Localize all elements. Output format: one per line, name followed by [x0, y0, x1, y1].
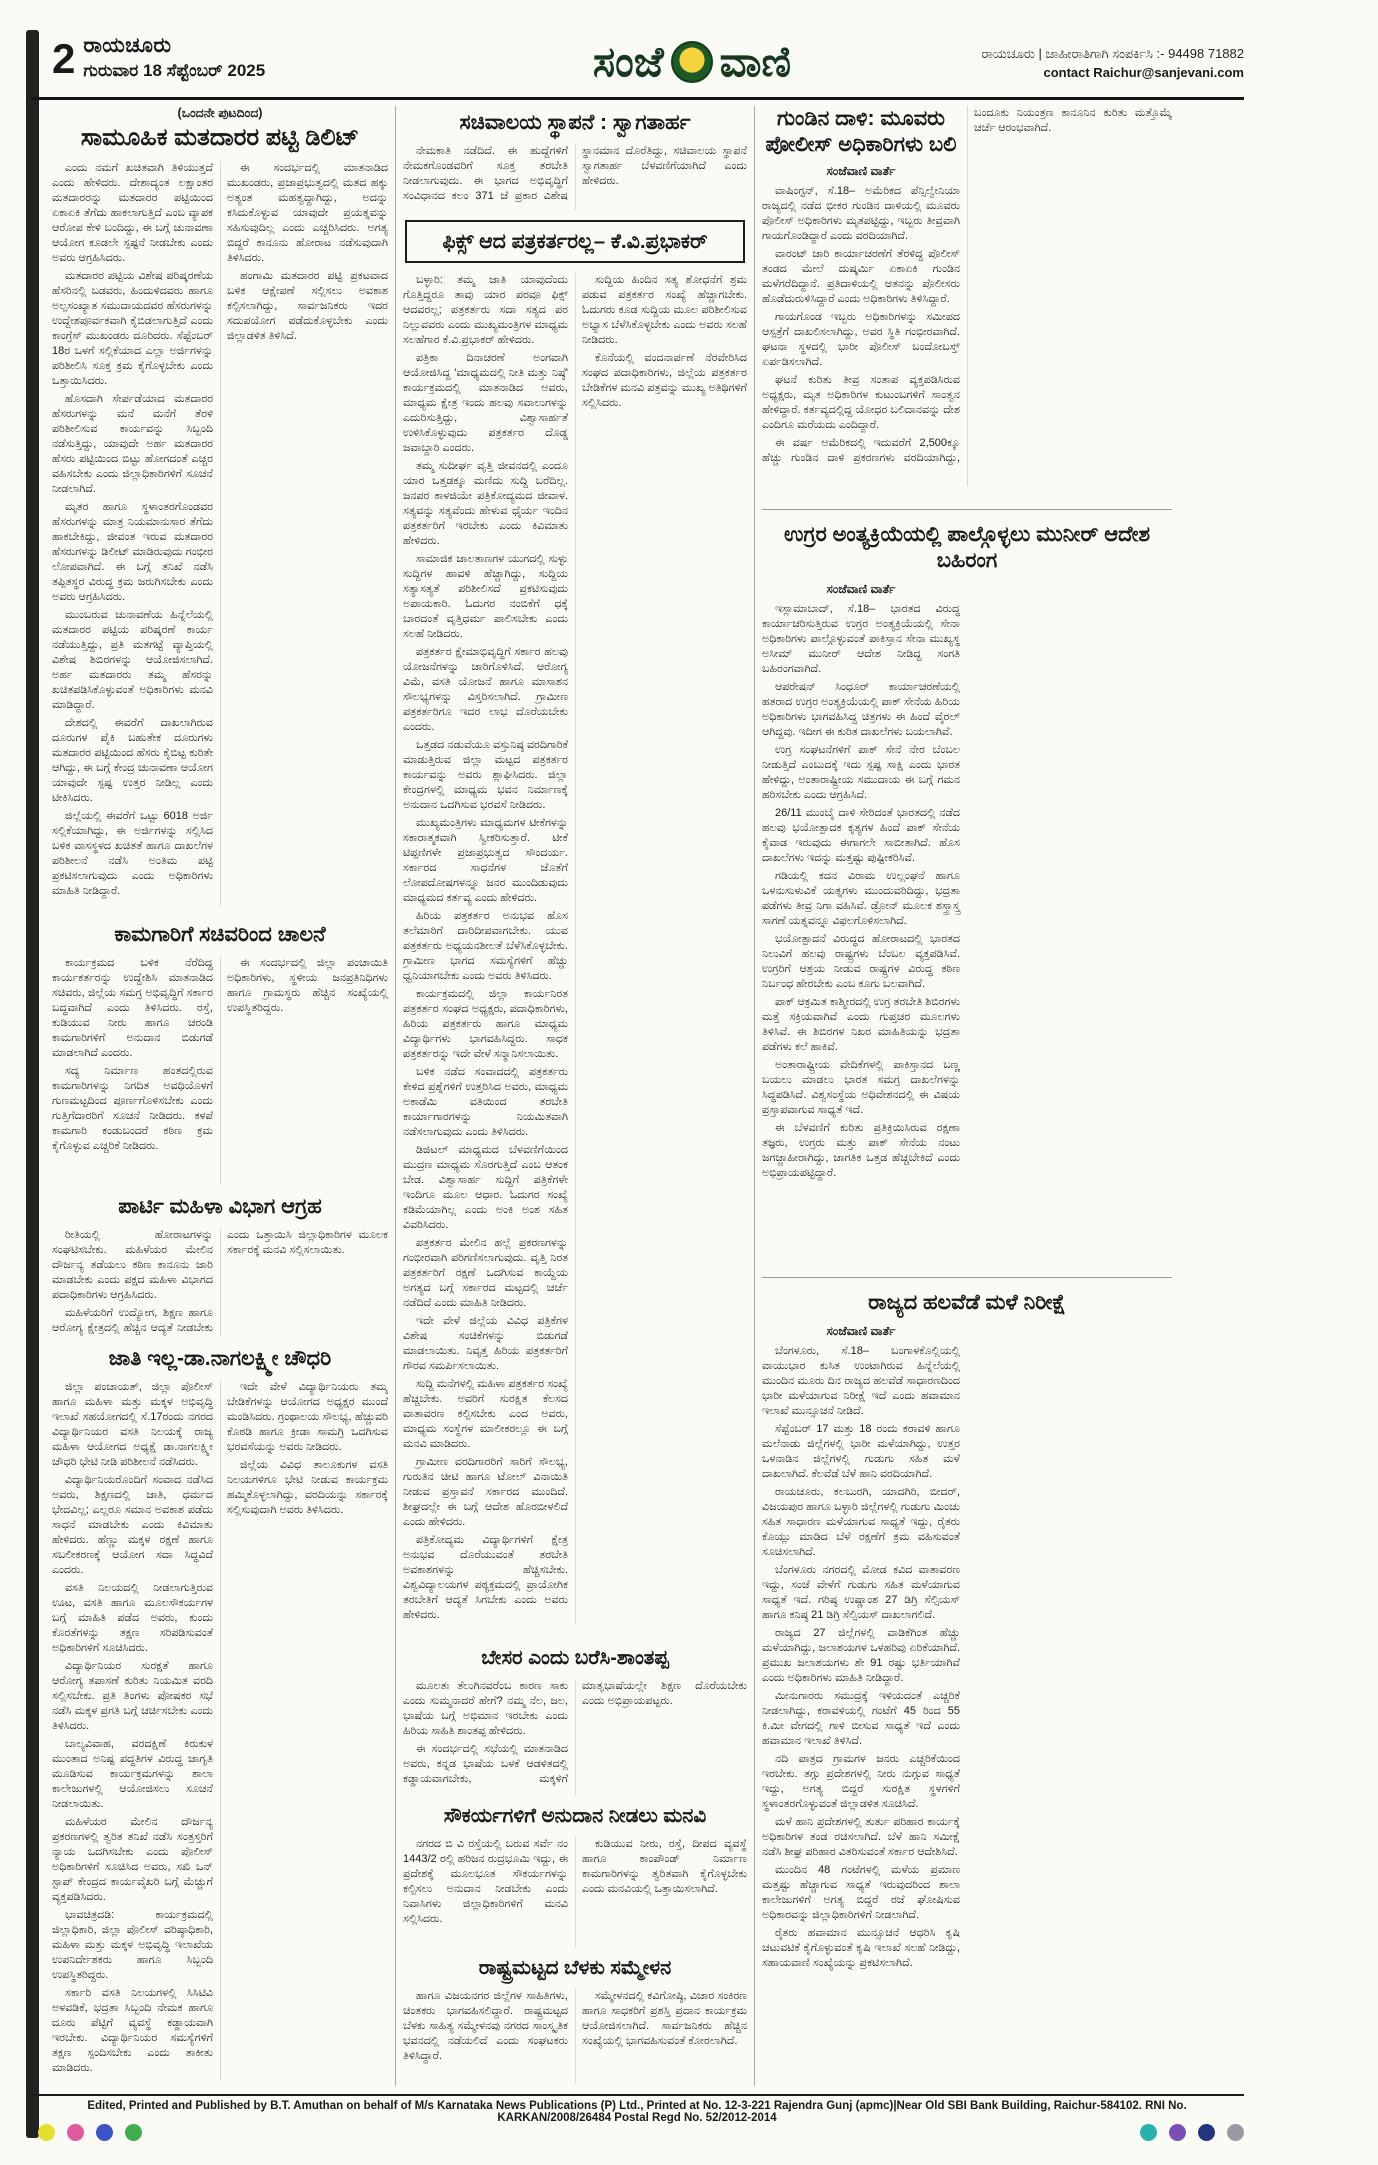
contact-block — [981, 46, 1244, 80]
paragraph: ಇದೇ ವೇಳೆ ಜಿಲ್ಲೆಯ ವಿವಿಧ ಪತ್ರಿಕೆಗಳ ವಿಶೇಷ ಸಂಚಿಕೆಗಳನ್ನು ಬಿಡುಗಡೆ ಮಾಡಲಾಯಿತು. ನಿವೃತ್ತ ಹಿರಿಯ ಪತ್ರಕರ್ತರಿಗೆ ಗೌರವ ಸಮರ್ಪಿಸಲಾಯಿತು. — [403, 1315, 568, 1372]
paragraph: ರಾಜ್ಯದ 27 ಜಿಲ್ಲೆಗಳಲ್ಲಿ ವಾಡಿಕೆಗಿಂತ ಹೆಚ್ಚು ಮಳೆಯಾಗಿದ್ದು, ಜಲಾಶಯಗಳ ಒಳಹರಿವು ಏರಿಕೆಯಾಗಿದೆ. ಪ್ರಮುಖ ಜಲಾಶಯಗಳು ಶೇ 91 ರಷ್ಟು ಭರ್ತಿಯಾಗಿವೆ ಎಂದು ಅಧಿಕಾರಿಗಳು ಮಾಹಿತಿ ನೀಡಿದ್ದಾರೆ. — [762, 1627, 960, 1684]
article-rain-forecast — [762, 1286, 1172, 2086]
paragraph: ಗಡಿಯಲ್ಲಿ ಕದನ ವಿರಾಮ ಉಲ್ಲಂಘನೆ ಹಾಗೂ ಒಳನುಸುಳುವಿಕೆ ಯತ್ನಗಳು ಮುಂದುವರಿದಿದ್ದು, ಭದ್ರತಾ ಪಡೆಗಳು ತೀವ್ರ ನಿಗಾ ವಹಿಸಿವೆ. ಡ್ರೋನ್ ಮೂಲಕ ಶಸ್ತ್ರಾಸ್ತ್ರ ಸಾಗಣೆ ಯತ್ನವನ್ನೂ ವಿಫಲಗೊಳಿಸಲಾಗಿದೆ. — [762, 870, 960, 927]
headline: ಸಚಿವಾಲಯ ಸ್ಥಾಪನೆ : ಸ್ವಾಗತಾರ್ಹ — [459, 111, 691, 134]
paragraph: ಸಾಮಾಜಿಕ ಜಾಲತಾಣಗಳ ಯುಗದಲ್ಲಿ ಸುಳ್ಳು ಸುದ್ದಿಗಳ ಹಾವಳಿ ಹೆಚ್ಚಾಗಿದ್ದು, ಸುದ್ದಿಯ ಸತ್ಯಾಸತ್ಯತೆ ಪರಿಶೀಲಿಸದೆ ಪ್ರಕಟಿಸುವುದು ಅಪಾಯಕಾರಿ. ಓದುಗರ ನಂಬಿಕೆಗೆ ಧಕ್ಕೆ ಬಾರದಂತೆ ವೃತ್ತಿಧರ್ಮ ಪಾಲಿಸಬೇಕು ಎಂದು ಸಲಹೆ ನೀಡಿದರು. — [403, 553, 568, 640]
color-dot — [38, 2124, 55, 2141]
column-left — [52, 106, 388, 2086]
headline: ಕಾಮಗಾರಿಗೆ ಸಚಿವರಿಂದ ಚಾಲನೆ — [114, 923, 326, 946]
paragraph: ಮಹಿಳೆಯರಿಗೆ ಉದ್ಯೋಗ, ಶಿಕ್ಷಣ ಹಾಗೂ ಆರೋಗ್ಯ ಕ್ಷೇತ್ರದಲ್ಲಿ ಹೆಚ್ಚಿನ ಆದ್ಯತೆ ನೀಡಬೇಕು ಎಂದು ಒತ್ತಾಯಿಸಿ ಜಿಲ್ಲಾಧಿಕಾರಿಗಳ ಮೂಲಕ ಸರ್ಕಾರಕ್ಕೆ ಮನವಿ ಸಲ್ಲಿಸಲಾಯಿತು. — [52, 1229, 388, 1334]
paragraph: ಡಿಜಿಟಲ್ ಮಾಧ್ಯಮದ ಬೆಳವಣಿಗೆಯಿಂದ ಮುದ್ರಣ ಮಾಧ್ಯಮ ಸೊರಗುತ್ತಿದೆ ಎಂಬ ಆತಂಕ ಬೇಡ. ವಿಶ್ವಾಸಾರ್ಹ ಸುದ್ದಿಗೆ ಪತ್ರಿಕೆಗಳೇ ಇಂದಿಗೂ ಮೂಲ ಆಧಾರ. ಓದುಗರ ಸಂಖ್ಯೆ ಕಡಿಮೆಯಾಗಿಲ್ಲ ಎಂದು ಅಂಕಿ ಅಂಶ ಸಹಿತ ವಿವರಿಸಿದರು. — [403, 1144, 568, 1231]
footer-rule — [30, 2094, 1244, 2096]
byline: ಸಂಜೆವಾಣಿ ವಾರ್ತೆ — [826, 1324, 896, 1338]
article-women-wing-demand — [52, 1190, 388, 1342]
paragraph: ಉಗ್ರ ಸಂಘಟನೆಗಳಿಗೆ ಪಾಕ್ ಸೇನೆ ನೇರ ಬೆಂಬಲ ನೀಡುತ್ತಿದೆ ಎಂಬುದಕ್ಕೆ ಇದು ಸ್ಪಷ್ಟ ಸಾಕ್ಷಿ ಎಂದು ಭಾರತ ಹೇಳಿದ್ದು, ಅಂತಾರಾಷ್ಟ್ರೀಯ ಸಮುದಾಯ ಈ ಬಗ್ಗೆ ಗಮನ ಹರಿಸಬೇಕು ಎಂದು ಆಗ್ರಹಿಸಿದೆ. — [762, 744, 960, 801]
paragraph: ಭಾವಚಿತ್ರದಡಿ: ಕಾರ್ಯಕ್ರಮದಲ್ಲಿ ಜಿಲ್ಲಾಧಿಕಾರಿ, ಜಿಲ್ಲಾ ಪೊಲೀಸ್ ವರಿಷ್ಠಾಧಿಕಾರಿ, ಮಹಿಳಾ ಮತ್ತು ಮಕ್ಕಳ ಅಭಿವೃದ್ಧಿ ಇಲಾಖೆಯ ಉಪನಿರ್ದೇಶಕರು ಹಾಗೂ ಸಿಬ್ಬಂದಿ ಉಪಸ್ಥಿತರಿದ್ದರು. — [52, 1909, 213, 1981]
paragraph: ಬಳ್ಳಾರಿ: ತಮ್ಮ ಜಾತಿ ಯಾವುದೆಂದು ಗೊತ್ತಿದ್ದರೂ ತಾವು ಯಾರ ಪರವೂ ಫಿಕ್ಸ್ ಆದವರಲ್ಲ; ಪತ್ರಕರ್ತರು ಸದಾ ಸತ್ಯದ ಪರ ನಿಲ್ಲುವವರು ಎಂದು ಮುಖ್ಯಮಂತ್ರಿಗಳ ಮಾಧ್ಯಮ ಸಲಹೆಗಾರ ಕೆ.ವಿ.ಪ್ರಭಾಕರ್ ಹೇಳಿದರು. — [403, 274, 568, 346]
paragraph: ಈ ಬೆಳವಣಿಗೆ ಕುರಿತು ಪ್ರತಿಕ್ರಿಯಿಸಿರುವ ರಕ್ಷಣಾ ತಜ್ಞರು, ಉಗ್ರರು ಮತ್ತು ಪಾಕ್ ಸೇನೆಯ ನಂಟು ಜಗಜ್ಜಾಹೀರಾಗಿದ್ದು, ಜಾಗತಿಕ ಒತ್ತಡ ಹೆಚ್ಚಬೇಕಿದೆ ಎಂದು ಅಭಿಪ್ರಾಯಪಟ್ಟಿದ್ದಾರೆ. — [762, 1122, 960, 1179]
paragraph: ಗ್ರಾಮೀಣ ವರದಿಗಾರರಿಗೆ ಸಾರಿಗೆ ಸೌಲಭ್ಯ, ಗುರುತಿನ ಚೀಟಿ ಹಾಗೂ ಟೋಲ್ ವಿನಾಯಿತಿ ನೀಡುವ ಪ್ರಸ್ತಾವನೆ ಸರ್ಕಾರದ ಮುಂದಿದೆ. ಶೀಘ್ರದಲ್ಲೇ ಈ ಬಗ್ಗೆ ಆದೇಶ ಹೊರಬೀಳಲಿದೆ ಎಂದು ಹೇಳಿದರು. — [403, 1456, 568, 1528]
article-body — [52, 1228, 388, 1336]
paragraph: ಮಹಿಳೆಯರ ಮೇಲಿನ ದೌರ್ಜನ್ಯ ಪ್ರಕರಣಗಳಲ್ಲಿ ತ್ವರಿತ ತನಿಖೆ ನಡೆಸಿ ಸಂತ್ರಸ್ತರಿಗೆ ನ್ಯಾಯ ಒದಗಿಸಬೇಕು ಎಂದು ಪೊಲೀಸ್ ಅಧಿಕಾರಿಗಳಿಗೆ ಸೂಚಿಸಿದ ಅವರು, ಸಖಿ ಒನ್ ಸ್ಟಾಪ್ ಕೇಂದ್ರದ ಕಾರ್ಯವೈಖರಿ ಬಗ್ಗೆ ಮೆಚ್ಚುಗೆ ವ್ಯಕ್ತಪಡಿಸಿದರು. — [52, 1816, 213, 1903]
paragraph: ದೇಶದಲ್ಲಿ ಈವರೆಗೆ ದಾಖಲಾಗಿರುವ ದೂರುಗಳ ಪೈಕಿ ಬಹುತೇಕ ದೂರುಗಳು ಮತದಾರರ ಪಟ್ಟಿಯಿಂದ ಹೆಸರು ಕೈಬಿಟ್ಟ ಕುರಿತೇ ಆಗಿದ್ದು, ಈ ಬಗ್ಗೆ ಕೇಂದ್ರ ಚುನಾವಣಾ ಆಯೋಗ ಯಾವುದೇ ಸ್ಪಷ್ಟ ಉತ್ತರ ನೀಡಿಲ್ಲ ಎಂದು ಟೀಕಿಸಿದರು. — [52, 717, 213, 804]
byline: ಸಂಜೆವಾಣಿ ವಾರ್ತೆ — [826, 582, 896, 596]
article-body — [403, 144, 747, 210]
paragraph: ಪತ್ರಿಕೋದ್ಯಮ ವಿದ್ಯಾರ್ಥಿಗಳಿಗೆ ಕ್ಷೇತ್ರ ಅನುಭವ ದೊರೆಯುವಂತೆ ತರಬೇತಿ ಅವಕಾಶಗಳನ್ನು ಹೆಚ್ಚಿಸಬೇಕು. ವಿಶ್ವವಿದ್ಯಾಲಯಗಳ ಪಠ್ಯಕ್ರಮದಲ್ಲಿ ಪ್ರಾಯೋಗಿಕ ತರಬೇತಿಗೆ ಆದ್ಯತೆ ಸಿಗಬೇಕು ಎಂದು ಅವರು ಹೇಳಿದರು. — [403, 1534, 568, 1621]
headline: ಬೇಸರ ಎಂದು ಬರೆಸಿ-ಶಾಂತಪ್ಪ — [481, 1647, 669, 1669]
paragraph: ಬಾಲ್ಯವಿವಾಹ, ವರದಕ್ಷಿಣೆ ಕಿರುಕುಳ ಮುಂತಾದ ಅನಿಷ್ಟ ಪದ್ಧತಿಗಳ ವಿರುದ್ಧ ಜಾಗೃತಿ ಮೂಡಿಸುವ ಕಾರ್ಯಕ್ರಮಗಳನ್ನು ಶಾಲಾ ಕಾಲೇಜುಗಳಲ್ಲಿ ಆಯೋಜಿಸಲು ಸೂಚನೆ ನೀಡಲಾಯಿತು. — [52, 1738, 213, 1810]
paragraph: ವಾರಂಟ್ ಜಾರಿ ಕಾರ್ಯಾಚರಣೆಗೆ ತೆರಳಿದ್ದ ಪೊಲೀಸ್ ತಂಡದ ಮೇಲೆ ದುಷ್ಕರ್ಮಿ ಏಕಾಏಕಿ ಗುಂಡಿನ ಮಳೆಗರೆದಿದ್ದಾನೆ. ಪ್ರತಿದಾಳಿಯಲ್ಲಿ ಆತನನ್ನು ಪೊಲೀಸರು ಹೊಡೆದುರುಳಿಸಿದ್ದಾರೆ ಎಂದು ಅಧಿಕಾರಿಗಳು ತಿಳಿಸಿದ್ದಾರೆ. — [762, 248, 960, 305]
boxed-headline: ಫಿಕ್ಸ್ ಆದ ಪತ್ರಕರ್ತರಲ್ಲ– ಕೆ.ವಿ.ಪ್ರಭಾಕರ್ — [405, 220, 745, 263]
page-body — [52, 106, 1174, 2086]
edition-date: ಗುರುವಾರ 18 ಸೆಪ್ಟೆಂಬರ್ 2025 — [83, 61, 266, 80]
paragraph-list — [762, 106, 1172, 486]
paragraph: ಇಸ್ಲಾಮಾಬಾದ್, ಸೆ.18– ಭಾರತದ ವಿರುದ್ಧ ಕಾರ್ಯಾಚರಿಸುತ್ತಿರುವ ಉಗ್ರರ ಅಂತ್ಯಕ್ರಿಯೆಯಲ್ಲಿ ಸೇನಾ ಅಧಿಕಾರಿಗಳು ಪಾಲ್ಗೊಳ್ಳುವಂತೆ ಪಾಕಿಸ್ತಾನ ಸೇನಾ ಮುಖ್ಯಸ್ಥ ಅಸೀಮ್ ಮುನೀರ್ ಆದೇಶ ನೀಡಿದ್ದ ಸಂಗತಿ ಬಹಿರಂಗವಾಗಿದೆ. — [762, 603, 960, 675]
paragraph-list — [762, 602, 960, 1181]
article-not-fixed-journalists — [403, 216, 747, 1642]
paragraph: ಆಪರೇಷನ್ ಸಿಂಧೂರ್ ಕಾರ್ಯಾಚರಣೆಯಲ್ಲಿ ಹತರಾದ ಉಗ್ರರ ಅಂತ್ಯಕ್ರಿಯೆಯಲ್ಲಿ ಪಾಕ್ ಸೇನೆಯ ಹಿರಿಯ ಅಧಿಕಾರಿಗಳು ಭಾಗವಹಿಸಿದ್ದ ಚಿತ್ರಗಳು ಈ ಹಿಂದೆ ವೈರಲ್ ಆಗಿದ್ದವು. ಇದೀಗ ಈ ಕುರಿತ ದಾಖಲೆಗಳು ಬಯಲಾಗಿವೆ. — [762, 681, 960, 738]
article-munir-order — [762, 518, 1172, 1278]
contact-email: contact Raichur@sanjevani.com — [1043, 65, 1244, 80]
headline: ರಾಜ್ಯದ ಹಲವೆಡೆ ಮಳೆ ನಿರೀಕ್ಷೆ — [868, 1291, 1066, 1314]
paragraph: ಮೃತರ ಹಾಗೂ ಸ್ಥಳಾಂತರಗೊಂಡವರ ಹೆಸರುಗಳನ್ನು ಮಾತ್ರ ನಿಯಮಾನುಸಾರ ತೆಗೆದು ಹಾಕಬೇಕಿದ್ದು, ಜೀವಂತ ಇರುವ ಮತದಾರರ ಹೆಸರುಗಳನ್ನು ಡಿಲೀಟ್ ಮಾಡಿರುವುದು ಗಂಭೀರ ಲೋಪವಾಗಿದೆ. ಈ ಬಗ್ಗೆ ತನಿಖೆ ನಡೆಸಿ ತಪ್ಪಿತಸ್ಥರ ವಿರುದ್ಧ ಕ್ರಮ ಜರುಗಿಸಬೇಕು ಎಂದು ಅವರು ಆಗ್ರಹಿಸಿದರು. — [52, 501, 213, 603]
color-registration-dots-right — [1140, 2124, 1244, 2141]
article-secretariat — [403, 106, 747, 216]
page-number: 2 — [52, 35, 76, 82]
article-body — [403, 1837, 747, 1947]
paragraph: ಭಯೋತ್ಪಾದನೆ ವಿರುದ್ಧದ ಹೋರಾಟದಲ್ಲಿ ಭಾರತದ ನಿಲುವಿಗೆ ಹಲವು ರಾಷ್ಟ್ರಗಳು ಬೆಂಬಲ ವ್ಯಕ್ತಪಡಿಸಿವೆ. ಉಗ್ರರಿಗೆ ಆಶ್ರಯ ನೀಡುವ ರಾಷ್ಟ್ರಗಳ ವಿರುದ್ಧ ಕಠಿಣ ನಿರ್ಬಂಧ ಹೇರಬೇಕು ಎಂಬ ಕೂಗು ಬಲವಾಗಿದೆ. — [762, 933, 960, 990]
paragraph-list — [762, 1344, 960, 1971]
article-body — [52, 1380, 388, 2080]
paragraph: ಮಳೆ ಹಾನಿ ಪ್ರದೇಶಗಳಲ್ಲಿ ತುರ್ತು ಪರಿಹಾರ ಕಾರ್ಯಕ್ಕೆ ಅಧಿಕಾರಿಗಳ ತಂಡ ರಚಿಸಲಾಗಿದೆ. ಬೆಳೆ ಹಾನಿ ಸಮೀಕ್ಷೆ ನಡೆಸಿ ಶೀಘ್ರ ಪರಿಹಾರ ವಿತರಿಸುವಂತೆ ಸರ್ಕಾರ ಆದೇಶಿಸಿದೆ. — [762, 1816, 960, 1858]
column-divider — [754, 106, 755, 2086]
page-fold-bar — [26, 30, 39, 2138]
headline: ಸಾಮೂಹಿಕ ಮತದಾರರ ಪಟ್ಟಿ ಡಿಲಿಟ್ — [80, 124, 360, 151]
paragraph: ವಿದ್ಯಾರ್ಥಿನಿಯರೊಂದಿಗೆ ಸಂವಾದ ನಡೆಸಿದ ಅವರು, ಶಿಕ್ಷಣದಲ್ಲಿ ಜಾತಿ, ಧರ್ಮದ ಭೇದವಿಲ್ಲ; ಎಲ್ಲರೂ ಸಮಾನ ಅವಕಾಶ ಪಡೆದು ಸಾಧನೆ ಮಾಡಬೇಕು ಎಂದು ಕಿವಿಮಾತು ಹೇಳಿದರು. ಹೆಣ್ಣು ಮಕ್ಕಳ ರಕ್ಷಣೆ ಹಾಗೂ ಸಬಲೀಕರಣಕ್ಕೆ ಆಯೋಗ ಸದಾ ಸಿದ್ಧವಿದೆ ಎಂದರು. — [52, 1474, 213, 1576]
article-body — [403, 273, 747, 1625]
color-dot — [96, 2124, 113, 2141]
paragraph: ಮೂಲತಃ ತೆಲುಗಿನವರೆಂಬ ಕಾರಣ ಸಾಕು ಎಂದು ಸುಮ್ಮನಾದರೆ ಹೇಗೆ? ನಮ್ಮ ನೆಲ, ಜಲ, ಭಾಷೆಯ ಬಗ್ಗೆ ಅಭಿಮಾನ ಇರಬೇಕು ಎಂದು ಹಿರಿಯ ಸಾಹಿತಿ ಶಾಂತಪ್ಪ ಹೇಳಿದರು. — [403, 1680, 568, 1737]
article-amenities-grant — [403, 1800, 747, 1952]
masthead-emblem-icon — [671, 41, 713, 83]
color-dot — [125, 2124, 142, 2141]
continued-from-kicker: (ಒಂದನೇ ಪುಟದಿಂದ) — [177, 106, 263, 120]
paragraph: ಸುದ್ದಿ ಮನೆಗಳಲ್ಲಿ ಮಹಿಳಾ ಪತ್ರಕರ್ತರ ಸಂಖ್ಯೆ ಹೆಚ್ಚಬೇಕು. ಅವರಿಗೆ ಸುರಕ್ಷಿತ ಕೆಲಸದ ವಾತಾವರಣ ಕಲ್ಪಿಸಬೇಕು ಎಂದ ಅವರು, ಮಾಧ್ಯಮ ಸಂಸ್ಥೆಗಳ ಮಾಲೀಕರಲ್ಲೂ ಈ ಬಗ್ಗೆ ಮನವಿ ಮಾಡಿದರು. — [403, 1378, 568, 1450]
paragraph: ಒತ್ತಡದ ನಡುವೆಯೂ ವಸ್ತುನಿಷ್ಠ ವರದಿಗಾರಿಕೆ ಮಾಡುತ್ತಿರುವ ಜಿಲ್ಲಾ ಮಟ್ಟದ ಪತ್ರಕರ್ತರ ಕಾರ್ಯವನ್ನು ಅವರು ಶ್ಲಾಘಿಸಿದರು. ಜಿಲ್ಲಾ ಕೇಂದ್ರಗಳಲ್ಲಿ ಮಾಧ್ಯಮ ಭವನ ನಿರ್ಮಾಣಕ್ಕೆ ಅನುದಾನ ಒದಗಿಸುವ ಭರವಸೆ ನೀಡಿದರು. — [403, 739, 568, 811]
color-dot — [1140, 2124, 1157, 2141]
article-besara — [403, 1642, 747, 1800]
color-dot — [67, 2124, 84, 2141]
paragraph: ಮುಂದಿನ 48 ಗಂಟೆಗಳಲ್ಲಿ ಮಳೆಯ ಪ್ರಮಾಣ ಮತ್ತಷ್ಟು ಹೆಚ್ಚಾಗುವ ಸಾಧ್ಯತೆ ಇರುವುದರಿಂದ ಶಾಲಾ ಕಾಲೇಜುಗಳಿಗೆ ಅಗತ್ಯ ಬಿದ್ದರೆ ರಜೆ ಘೋಷಿಸುವ ಅಧಿಕಾರವನ್ನು ಜಿಲ್ಲಾಧಿಕಾರಿಗಳಿಗೆ ನೀಡಲಾಗಿದೆ. — [762, 1864, 960, 1921]
article-no-caste — [52, 1342, 388, 2086]
paragraph: ಪತ್ರಕರ್ತರ ಕ್ಷೇಮಾಭಿವೃದ್ಧಿಗೆ ಸರ್ಕಾರ ಹಲವು ಯೋಜನೆಗಳನ್ನು ಜಾರಿಗೊಳಿಸಿದೆ. ಆರೋಗ್ಯ ವಿಮೆ, ವಸತಿ ಯೋಜನೆ ಹಾಗೂ ಮಾಸಾಶನ ಸೌಲಭ್ಯಗಳನ್ನು ವಿಸ್ತರಿಸಲಾಗಿದೆ. ಗ್ರಾಮೀಣ ಪತ್ರಕರ್ತರಿಗೂ ಇದರ ಲಾಭ ದೊರೆಯಬೇಕು ಎಂದರು. — [403, 646, 568, 733]
article-body — [52, 161, 388, 907]
paragraph: ಹಾಗೂ ವಿಜಯನಗರ ಜಿಲ್ಲೆಗಳ ಸಾಹಿತಿಗಳು, ಚಿಂತಕರು ಭಾಗವಹಿಸಲಿದ್ದಾರೆ. ರಾಷ್ಟ್ರಮಟ್ಟದ ಬೆಳಕು ಸಾಹಿತ್ಯ ಸಮ್ಮೇಳನವು ನಗರದ ಸಾಂಸ್ಕೃತಿಕ ಭವನದಲ್ಲಿ ನಡೆಯಲಿದೆ ಎಂದು ಸಂಘಟಕರು ತಿಳಿಸಿದ್ದಾರೆ. — [403, 1990, 568, 2062]
paragraph: ಕುಡಿಯುವ ನೀರು, ರಸ್ತೆ, ದೀಪದ ವ್ಯವಸ್ಥೆ ಹಾಗೂ ಕಾಂಪೌಂಡ್ ನಿರ್ಮಾಣ ಕಾಮಗಾರಿಗಳನ್ನು ತ್ವರಿತವಾಗಿ ಕೈಗೊಳ್ಳಬೇಕು ಎಂದು ಮನವಿಯಲ್ಲಿ ಒತ್ತಾಯಿಸಲಾಗಿದೆ. — [582, 1838, 747, 1895]
paragraph: ಸಮ್ಮೇಳನದಲ್ಲಿ ಕವಿಗೋಷ್ಠಿ, ವಿಚಾರ ಸಂಕಿರಣ ಹಾಗೂ ಸಾಧಕರಿಗೆ ಪ್ರಶಸ್ತಿ ಪ್ರದಾನ ಕಾರ್ಯಕ್ರಮ ಆಯೋಜಿಸಲಾಗಿದೆ. ಸಾರ್ವಜನಿಕರು ಹೆಚ್ಚಿನ ಸಂಖ್ಯೆಯಲ್ಲಿ ಭಾಗವಹಿಸುವಂತೆ ಕೋರಲಾಗಿದೆ. — [582, 1990, 747, 2047]
paragraph: ಎಂದು ನಮಗೆ ಖಚಿತವಾಗಿ ತಿಳಿಯುತ್ತದೆ ಎಂದು ಹೇಳಿದರು. ದೇಶಾದ್ಯಂತ ಲಕ್ಷಾಂತರ ಮತದಾರರನ್ನು ಮತದಾರರ ಪಟ್ಟಿಯಿಂದ ಏಕಾಏಕಿ ತೆಗೆದು ಹಾಕಲಾಗುತ್ತಿದೆ ಎಂಬ ವ್ಯಾಪಕ ಆರೋಪ ಕೇಳಿ ಬಂದಿದ್ದು, ಈ ಬಗ್ಗೆ ಚುನಾವಣಾ ಆಯೋಗ ಕೂಡಲೇ ಸ್ಪಷ್ಟನೆ ನೀಡಬೇಕು ಎಂದು ಅವರು ಆಗ್ರಹಿಸಿದರು. — [52, 162, 213, 264]
paragraph: ಹಿರಿಯ ಪತ್ರಕರ್ತರ ಅನುಭವ ಹೊಸ ತಲೆಮಾರಿಗೆ ದಾರಿದೀಪವಾಗಬೇಕು. ಯುವ ಪತ್ರಕರ್ತರು ಅಧ್ಯಯನಶೀಲತೆ ಬೆಳೆಸಿಕೊಳ್ಳಬೇಕು. ಗ್ರಾಮೀಣ ಭಾಗದ ಸಮಸ್ಯೆಗಳಿಗೆ ಹೆಚ್ಚು ಧ್ವನಿಯಾಗಬೇಕು ಎಂದು ಅವರು ತಿಳಿಸಿದರು. — [403, 910, 568, 982]
headline: ಉಗ್ರರ ಅಂತ್ಯಕ್ರಿಯೆಯಲ್ಲಿ ಪಾಲ್ಗೊಳ್ಳಲು ಮುನೀರ್ ಆದೇಶ ಬಹಿರಂಗ — [783, 523, 1151, 572]
paragraph: ಬಳಿಕ ನಡೆದ ಸಂವಾದದಲ್ಲಿ ಪತ್ರಕರ್ತರು ಕೇಳಿದ ಪ್ರಶ್ನೆಗಳಿಗೆ ಉತ್ತರಿಸಿದ ಅವರು, ಮಾಧ್ಯಮ ಅಕಾಡೆಮಿ ವತಿಯಿಂದ ತರಬೇತಿ ಕಾರ್ಯಾಗಾರಗಳನ್ನು ನಿಯಮಿತವಾಗಿ ನಡೆಸಲಾಗುವುದು ಎಂದು ತಿಳಿಸಿದರು. — [403, 1066, 568, 1138]
page-header — [52, 34, 1244, 94]
paragraph: ಇದೇ ವೇಳೆ ವಿದ್ಯಾರ್ಥಿನಿಯರು ತಮ್ಮ ಬೇಡಿಕೆಗಳನ್ನು ಆಯೋಗದ ಅಧ್ಯಕ್ಷರ ಮುಂದೆ ಮಂಡಿಸಿದರು. ಗ್ರಂಥಾಲಯ ಸೌಲಭ್ಯ, ಹೆಚ್ಚುವರಿ ಕೊಠಡಿ ಹಾಗೂ ಕ್ರೀಡಾ ಸಾಮಗ್ರಿ ಒದಗಿಸುವ ಭರವಸೆಯನ್ನು ಅವರು ನೀಡಿದರು. — [227, 1381, 388, 1453]
article-works-launch — [52, 918, 388, 1190]
headline: ಸೌಕರ್ಯಗಳಿಗೆ ಅನುದಾನ ನೀಡಲು ಮನವಿ — [443, 1805, 707, 1827]
paragraph: 26/11 ಮುಂಬೈ ದಾಳಿ ಸೇರಿದಂತೆ ಭಾರತದಲ್ಲಿ ನಡೆದ ಹಲವು ಭಯೋತ್ಪಾದಕ ಕೃತ್ಯಗಳ ಹಿಂದೆ ಪಾಕ್ ಸೇನೆಯ ಕೈವಾಡ ಇರುವುದು ಈಗಾಗಲೇ ಸಾಬೀತಾಗಿದೆ. ಹೊಸ ದಾಖಲೆಗಳು ಇದನ್ನು ಮತ್ತಷ್ಟು ಪುಷ್ಟೀಕರಿಸಿವೆ. — [762, 807, 960, 864]
paragraph: ಹೊಸದಾಗಿ ಸೇರ್ಪಡೆಯಾದ ಮತದಾರರ ಹೆಸರುಗಳನ್ನು ಮನೆ ಮನೆಗೆ ತೆರಳಿ ಪರಿಶೀಲಿಸುವ ಕಾರ್ಯವನ್ನು ಸಿಬ್ಬಂದಿ ನಡೆಸುತ್ತಿದ್ದು, ಯಾವುದೇ ಅರ್ಹ ಮತದಾರರ ಹೆಸರು ಪಟ್ಟಿಯಿಂದ ಬಿಟ್ಟು ಹೋಗದಂತೆ ಎಚ್ಚರ ವಹಿಸಬೇಕು ಎಂದು ಜಿಲ್ಲಾಧಿಕಾರಿಗಳಿಗೆ ಸೂಚನೆ ನೀಡಲಾಗಿದೆ. — [52, 393, 213, 495]
advert-contact-line: ರಾಯಚೂರು | ಜಾಹೀರಾತಿಗಾಗಿ ಸಂಪರ್ಕಿಸಿ :- 94498 71882 — [981, 46, 1244, 61]
paragraph: ಸುದ್ದಿಯ ಹಿಂದಿನ ಸತ್ಯ ಶೋಧನೆಗೆ ಶ್ರಮ ಪಡುವ ಪತ್ರಕರ್ತರ ಸಂಖ್ಯೆ ಹೆಚ್ಚಾಗಬೇಕು. ಓದುಗರು ಕೂಡ ಸುದ್ದಿಯ ಮೂಲ ಪರಿಶೀಲಿಸುವ ಅಭ್ಯಾಸ ಬೆಳೆಸಿಕೊಳ್ಳಬೇಕು ಎಂದು ಅವರು ಸಲಹೆ ನೀಡಿದರು. — [582, 274, 747, 346]
paragraph: ಸದ್ಯ ನಿರ್ಮಾಣ ಹಂತದಲ್ಲಿರುವ ಕಾಮಗಾರಿಗಳನ್ನು ನಿಗದಿತ ಅವಧಿಯೊಳಗೆ ಗುಣಮಟ್ಟದಿಂದ ಪೂರ್ಣಗೊಳಿಸಬೇಕು ಎಂದು ಗುತ್ತಿಗೆದಾರರಿಗೆ ಸೂಚನೆ ನೀಡಿದರು. ಕಳಪೆ ಕಾಮಗಾರಿ ಕಂಡುಬಂದರೆ ಕಠಿಣ ಕ್ರಮ ಕೈಗೊಳ್ಳುವ ಎಚ್ಚರಿಕೆ ನೀಡಿದರು. — [52, 1065, 213, 1152]
paragraph: ಅಂತಾರಾಷ್ಟ್ರೀಯ ವೇದಿಕೆಗಳಲ್ಲಿ ಪಾಕಿಸ್ತಾನದ ಬಣ್ಣ ಬಯಲು ಮಾಡಲು ಭಾರತ ಸಮಗ್ರ ದಾಖಲೆಗಳನ್ನು ಸಿದ್ಧಪಡಿಸಿದೆ. ವಿಶ್ವಸಂಸ್ಥೆಯ ಅಧಿವೇಶನದಲ್ಲಿ ಈ ವಿಷಯ ಪ್ರಸ್ತಾಪವಾಗುವ ಸಾಧ್ಯತೆ ಇದೆ. — [762, 1059, 960, 1116]
paragraph: ವಸತಿ ನಿಲಯದಲ್ಲಿ ನೀಡಲಾಗುತ್ತಿರುವ ಊಟ, ವಸತಿ ಹಾಗೂ ಮೂಲಸೌಕರ್ಯಗಳ ಬಗ್ಗೆ ಮಾಹಿತಿ ಪಡೆದ ಅವರು, ಕುಂದು ಕೊರತೆಗಳನ್ನು ತಕ್ಷಣ ಸರಿಪಡಿಸುವಂತೆ ಅಧಿಕಾರಿಗಳಿಗೆ ಸೂಚಿಸಿದರು. — [52, 1582, 213, 1654]
paragraph: ಮುಖ್ಯಮಂತ್ರಿಗಳು ಮಾಧ್ಯಮಗಳ ಟೀಕೆಗಳನ್ನು ಸಕಾರಾತ್ಮಕವಾಗಿ ಸ್ವೀಕರಿಸುತ್ತಾರೆ. ಟೀಕೆ ಟಿಪ್ಪಣಿಗಳೇ ಪ್ರಜಾಪ್ರಭುತ್ವದ ಸೌಂದರ್ಯ. ಸರ್ಕಾರದ ಸಾಧನೆಗಳ ಜೊತೆಗೆ ಲೋಪದೋಷಗಳನ್ನೂ ಜನರ ಮುಂದಿಡುವುದು ಮಾಧ್ಯಮದ ಕರ್ತವ್ಯ ಎಂದು ಹೇಳಿದರು. — [403, 817, 568, 904]
paragraph: ನೇಮಕಾತಿ ನಡೆದಿದೆ. ಈ ಹುದ್ದೆಗಳಿಗೆ ನೇಮಕಗೊಂಡವರಿಗೆ ಸೂಕ್ತ ತರಬೇತಿ ನೀಡಲಾಗುವುದು. ಈ ಭಾಗದ ಅಭಿವೃದ್ಧಿಗೆ ಸಂವಿಧಾನದ ಕಲಂ 371 ಜೆ ಪ್ರಕಾರ ವಿಶೇಷ ಸ್ಥಾನಮಾನ ದೊರೆತಿದ್ದು, ಸಚಿವಾಲಯ ಸ್ಥಾಪನೆ ಸ್ವಾಗತಾರ್ಹ ಬೆಳವಣಿಗೆಯಾಗಿದೆ ಎಂದು ಹೇಳಿದರು. — [403, 145, 747, 202]
imprint-line: Edited, Printed and Published by B.T. Amuthan on behalf of M/s Karnataka News Publications (P) Ltd., Printed at No. 12-3-221 Rajendra Gunj (apmc)|Near Old SBI Bank Building, Raichur-584102. RNI No. KARKAN/2008/26484 Postal Regd No. 52/2012-2014 — [87, 2100, 1187, 2124]
paragraph: ಈ ವರ್ಷ ಅಮೆರಿಕದಲ್ಲಿ ಇದುವರೆಗೆ 2,500ಕ್ಕೂ ಹೆಚ್ಚು ಗುಂಡಿನ ದಾಳಿ ಪ್ರಕರಣಗಳು ವರದಿಯಾಗಿದ್ದು, ಬಂದೂಕು ನಿಯಂತ್ರಣ ಕಾನೂನಿನ ಕುರಿತು ಮತ್ತೊಮ್ಮೆ ಚರ್ಚೆ ಆರಂಭವಾಗಿದೆ. — [762, 107, 1172, 464]
edition-block — [52, 34, 265, 84]
color-registration-dots-left — [38, 2124, 142, 2141]
paragraph: ನಗರದ ಬಿ ವಿ ರಸ್ತೆಯಲ್ಲಿ ಬರುವ ಸರ್ವೆ ನಂ 1443/2 ರಲ್ಲಿ ಹರಿಜನ ರುದ್ರಭೂಮಿ ಇದ್ದು, ಈ ಪ್ರದೇಶಕ್ಕೆ ಮೂಲಭೂತ ಸೌಕರ್ಯಗಳನ್ನು ಕಲ್ಪಿಸಲು ಅನುದಾನ ನೀಡಬೇಕು ಎಂದು ನಿವಾಸಿಗಳು ಜಿಲ್ಲಾಧಿಕಾರಿಗಳಿಗೆ ಮನವಿ ಸಲ್ಲಿಸಿದರು. — [403, 1838, 568, 1925]
column-center — [403, 106, 747, 2086]
color-dot — [1198, 2124, 1215, 2141]
color-dot — [1227, 2124, 1244, 2141]
article-belaku-conference — [403, 1952, 747, 2086]
article-body — [403, 1989, 747, 2083]
paragraph: ಕಾರ್ಯಕ್ರಮದಲ್ಲಿ ಜಿಲ್ಲಾ ಕಾರ್ಯನಿರತ ಪತ್ರಕರ್ತರ ಸಂಘದ ಅಧ್ಯಕ್ಷರು, ಪದಾಧಿಕಾರಿಗಳು, ಹಿರಿಯ ಪತ್ರಕರ್ತರು ಹಾಗೂ ಮಾಧ್ಯಮ ವಿದ್ಯಾರ್ಥಿಗಳು ಭಾಗವಹಿಸಿದ್ದರು. ಸಾಧಕ ಪತ್ರಕರ್ತರನ್ನು ಇದೇ ವೇಳೆ ಸನ್ಮಾನಿಸಲಾಯಿತು. — [403, 988, 568, 1060]
paragraph: ಗಾಯಗೊಂಡ ಇಬ್ಬರು ಅಧಿಕಾರಿಗಳನ್ನು ಸಮೀಪದ ಆಸ್ಪತ್ರೆಗೆ ದಾಖಲಿಸಲಾಗಿದ್ದು, ಅವರ ಸ್ಥಿತಿ ಗಂಭೀರವಾಗಿದೆ. ಘಟನಾ ಸ್ಥಳದಲ್ಲಿ ಭಾರೀ ಪೊಲೀಸ್ ಬಂದೋಬಸ್ತ್ ಏರ್ಪಡಿಸಲಾಗಿದೆ. — [762, 311, 960, 368]
paragraph: ಈ ಸಂದರ್ಭದಲ್ಲಿ ಜಿಲ್ಲಾ ಪಂಚಾಯಿತಿ ಅಧಿಕಾರಿಗಳು, ಸ್ಥಳೀಯ ಜನಪ್ರತಿನಿಧಿಗಳು ಹಾಗೂ ಗ್ರಾಮಸ್ಥರು ಹೆಚ್ಚಿನ ಸಂಖ್ಯೆಯಲ್ಲಿ ಉಪಸ್ಥಿತರಿದ್ದರು. — [227, 957, 388, 1014]
color-dot — [1169, 2124, 1186, 2141]
article-body — [52, 956, 388, 1184]
paragraph: ಕಾರ್ಯಕ್ರಮದ ಬಳಿಕ ನೆರೆದಿದ್ದ ಕಾರ್ಯಕರ್ತರನ್ನು ಉದ್ದೇಶಿಸಿ ಮಾತನಾಡಿದ ಸಚಿವರು, ಜಿಲ್ಲೆಯ ಸಮಗ್ರ ಅಭಿವೃದ್ಧಿಗೆ ಸರ್ಕಾರ ಬದ್ಧವಾಗಿದೆ ಎಂದು ತಿಳಿಸಿದರು. ರಸ್ತೆ, ಕುಡಿಯುವ ನೀರು ಹಾಗೂ ಚರಂಡಿ ಕಾಮಗಾರಿಗಳಿಗೆ ಅನುದಾನ ಬಿಡುಗಡೆ ಮಾಡಲಾಗಿದೆ ಎಂದರು. — [52, 957, 213, 1059]
paragraph: ಈ ಸಂದರ್ಭದಲ್ಲಿ ಮಾತನಾಡಿದ ಮುಖಂಡರು, ಪ್ರಜಾಪ್ರಭುತ್ವದಲ್ಲಿ ಮತದ ಹಕ್ಕು ಅತ್ಯಂತ ಮಹತ್ವದ್ದಾಗಿದ್ದು, ಅದನ್ನು ಕಸಿದುಕೊಳ್ಳುವ ಯಾವುದೇ ಪ್ರಯತ್ನವನ್ನು ಸಹಿಸುವುದಿಲ್ಲ ಎಂದು ಎಚ್ಚರಿಸಿದರು. ಅಗತ್ಯ ಬಿದ್ದರೆ ಕಾನೂನು ಹೋರಾಟ ನಡೆಸುವುದಾಗಿ ತಿಳಿಸಿದರು. — [227, 162, 388, 264]
column-divider — [395, 106, 396, 2086]
paragraph: ಮೀನುಗಾರರು ಸಮುದ್ರಕ್ಕೆ ಇಳಿಯದಂತೆ ಎಚ್ಚರಿಕೆ ನೀಡಲಾಗಿದ್ದು, ಕರಾವಳಿಯಲ್ಲಿ ಗಂಟೆಗೆ 45 ರಿಂದ 55 ಕಿ.ಮೀ ವೇಗದಲ್ಲಿ ಗಾಳಿ ಬೀಸುವ ಸಾಧ್ಯತೆ ಇದೆ ಎಂದು ಹವಾಮಾನ ಇಲಾಖೆ ತಿಳಿಸಿದೆ. — [762, 1690, 960, 1747]
paragraph: ಘಟನೆ ಕುರಿತು ತೀವ್ರ ಸಂತಾಪ ವ್ಯಕ್ತಪಡಿಸಿರುವ ಅಧ್ಯಕ್ಷರು, ಮೃತ ಅಧಿಕಾರಿಗಳ ಕುಟುಂಬಗಳಿಗೆ ಸಾಂತ್ವನ ಹೇಳಿದ್ದಾರೆ. ಕರ್ತವ್ಯದಲ್ಲಿದ್ದ ಯೋಧರ ಬಲಿದಾನವನ್ನು ದೇಶ ಎಂದಿಗೂ ಮರೆಯದು ಎಂದಿದ್ದಾರೆ. — [762, 374, 960, 431]
article-body — [762, 106, 1172, 486]
headline: ಜಾತಿ ಇಲ್ಲ-ಡಾ.ನಾಗಲಕ್ಷ್ಮೀ ಚೌಧರಿ — [108, 1347, 332, 1370]
paragraph: ರಾಯಚೂರು, ಕಲಬುರಗಿ, ಯಾದಗಿರಿ, ಬೀದರ್, ವಿಜಯಪುರ ಹಾಗೂ ಬಳ್ಳಾರಿ ಜಿಲ್ಲೆಗಳಲ್ಲಿ ಗುಡುಗು ಮಿಂಚು ಸಹಿತ ಸಾಧಾರಣ ಮಳೆಯಾಗುವ ಸಾಧ್ಯತೆ ಇದ್ದು, ರೈತರು ಕೊಯ್ಲು ಮಾಡಿದ ಬೆಳೆ ರಕ್ಷಣೆಗೆ ಕ್ರಮ ವಹಿಸುವಂತೆ ಸೂಚಿಸಲಾಗಿದೆ. — [762, 1486, 960, 1558]
paragraph: ರೀತಿಯಲ್ಲಿ ಹೋರಾಟಗಳನ್ನು ಸಂಘಟಿಸಬೇಕು. ಮಹಿಳೆಯರ ಮೇಲಿನ ದೌರ್ಜನ್ಯ ತಡೆಯಲು ಕಠಿಣ ಕಾನೂನು ಜಾರಿ ಮಾಡಬೇಕು ಎಂದು ಪಕ್ಷದ ಮಹಿಳಾ ವಿಭಾಗದ ಪದಾಧಿಕಾರಿಗಳು ಆಗ್ರಹಿಸಿದರು. — [52, 1229, 213, 1301]
paragraph: ಮತದಾರರ ಪಟ್ಟಿಯ ವಿಶೇಷ ಪರಿಷ್ಕರಣೆಯ ಹೆಸರಿನಲ್ಲಿ ಬಡವರು, ಹಿಂದುಳಿದವರು ಹಾಗೂ ಅಲ್ಪಸಂಖ್ಯಾತ ಸಮುದಾಯದವರ ಹೆಸರುಗಳನ್ನು ಉದ್ದೇಶಪೂರ್ವಕವಾಗಿ ಕೈಬಿಡಲಾಗುತ್ತಿದೆ ಎಂದು ಕಾಂಗ್ರೆಸ್ ಮುಖಂಡರು ದೂರಿದರು. ಸೆಪ್ಟೆಂಬರ್ 18ರ ಒಳಗೆ ಸಲ್ಲಿಕೆಯಾದ ಎಲ್ಲಾ ಅರ್ಜಿಗಳನ್ನು ಪರಿಶೀಲಿಸಿ ಸೂಕ್ತ ಕ್ರಮ ಕೈಗೊಳ್ಳಬೇಕು ಎಂದು ಒತ್ತಾಯಿಸಿದರು. — [52, 270, 213, 387]
article-body — [762, 582, 1172, 1248]
paragraph: ಬೆಂಗಳೂರು, ಸೆ.18– ಬಂಗಾಳಕೊಲ್ಲಿಯಲ್ಲಿ ವಾಯುಭಾರ ಕುಸಿತ ಉಂಟಾಗಿರುವ ಹಿನ್ನೆಲೆಯಲ್ಲಿ ಮುಂದಿನ ಮೂರು ದಿನ ರಾಜ್ಯದ ಹಲವೆಡೆ ಸಾಧಾರಣದಿಂದ ಭಾರೀ ಮಳೆಯಾಗುವ ನಿರೀಕ್ಷೆ ಇದೆ ಎಂದು ಹವಾಮಾನ ಇಲಾಖೆ ಮುನ್ಸೂಚನೆ ನೀಡಿದೆ. — [762, 1345, 960, 1417]
paragraph: ಕೊನೆಯಲ್ಲಿ ವಂದನಾರ್ಪಣೆ ನೆರವೇರಿಸಿದ ಸಂಘದ ಪದಾಧಿಕಾರಿಗಳು, ಜಿಲ್ಲೆಯ ಪತ್ರಕರ್ತರ ಬೇಡಿಕೆಗಳ ಮನವಿ ಪತ್ರವನ್ನು ಮುಖ್ಯ ಅತಿಥಿಗಳಿಗೆ ಸಲ್ಲಿಸಿದರು. — [582, 352, 747, 409]
article-gun-attack — [762, 106, 1172, 510]
paragraph: ಪಾಕ್ ಆಕ್ರಮಿತ ಕಾಶ್ಮೀರದಲ್ಲಿ ಉಗ್ರ ತರಬೇತಿ ಶಿಬಿರಗಳು ಮತ್ತೆ ಸಕ್ರಿಯವಾಗಿವೆ ಎಂದು ಗುಪ್ತಚರ ಮೂಲಗಳು ತಿಳಿಸಿವೆ. ಈ ಶಿಬಿರಗಳ ನಿಖರ ಮಾಹಿತಿಯನ್ನು ಭದ್ರತಾ ಪಡೆಗಳು ಕಲೆ ಹಾಕಿವೆ. — [762, 996, 960, 1053]
paragraph: ವಿದ್ಯಾರ್ಥಿನಿಯರ ಸುರಕ್ಷತೆ ಹಾಗೂ ಆರೋಗ್ಯ ತಪಾಸಣೆ ಕುರಿತು ನಿಯಮಿತ ವರದಿ ಸಲ್ಲಿಸಬೇಕು. ಪ್ರತಿ ತಿಂಗಳು ಪೋಷಕರ ಸಭೆ ನಡೆಸಿ ಮಕ್ಕಳ ಪ್ರಗತಿ ಬಗ್ಗೆ ಚರ್ಚಿಸಬೇಕು ಎಂದು ತಿಳಿಸಿದರು. — [52, 1660, 213, 1732]
paragraph: ಮುಂಬರುವ ಚುನಾವಣೆಯ ಹಿನ್ನೆಲೆಯಲ್ಲಿ ಮತದಾರರ ಪಟ್ಟಿಯ ಪರಿಷ್ಕರಣೆ ಕಾರ್ಯ ನಡೆಯುತ್ತಿದ್ದು, ಪ್ರತಿ ಮತಗಟ್ಟೆ ವ್ಯಾಪ್ತಿಯಲ್ಲಿ ವಿಶೇಷ ಶಿಬಿರಗಳನ್ನು ಆಯೋಜಿಸಲಾಗಿದೆ. ಅರ್ಹ ಮತದಾರರು ತಮ್ಮ ಹೆಸರನ್ನು ಖಚಿತಪಡಿಸಿಕೊಳ್ಳುವಂತೆ ಅಧಿಕಾರಿಗಳು ಮನವಿ ಮಾಡಿದ್ದಾರೆ. — [52, 609, 213, 711]
paragraph: ಪತ್ರಕರ್ತರ ಮೇಲಿನ ಹಲ್ಲೆ ಪ್ರಕರಣಗಳನ್ನು ಗಂಭೀರವಾಗಿ ಪರಿಗಣಿಸಲಾಗುವುದು. ವೃತ್ತಿ ನಿರತ ಪತ್ರಕರ್ತರಿಗೆ ರಕ್ಷಣೆ ಒದಗಿಸುವ ಕಾಯ್ದೆಯ ಅಗತ್ಯದ ಬಗ್ಗೆ ಸರ್ಕಾರದ ಮಟ್ಟದಲ್ಲಿ ಚರ್ಚೆ ನಡೆದಿದೆ ಎಂದು ಮಾಹಿತಿ ನೀಡಿದರು. — [403, 1237, 568, 1309]
paragraph: ಜಿಲ್ಲಾ ಪಂಚಾಯತ್, ಜಿಲ್ಲಾ ಪೊಲೀಸ್ ಹಾಗೂ ಮಹಿಳಾ ಮತ್ತು ಮಕ್ಕಳ ಅಭಿವೃದ್ಧಿ ಇಲಾಖೆ ಸಹಯೋಗದಲ್ಲಿ ಸೆ.17ರಂದು ನಗರದ ವಿದ್ಯಾರ್ಥಿನಿಯರ ವಸತಿ ನಿಲಯಕ್ಕೆ ರಾಜ್ಯ ಮಹಿಳಾ ಆಯೋಗದ ಅಧ್ಯಕ್ಷೆ ಡಾ.ನಾಗಲಕ್ಷ್ಮೀ ಚೌಧರಿ ಭೇಟಿ ನೀಡಿ ಪರಿಶೀಲನೆ ನಡೆಸಿದರು. — [52, 1381, 213, 1468]
masthead — [520, 36, 864, 88]
paragraph: ಜಿಲ್ಲೆಯ ವಿವಿಧ ತಾಲೂಕುಗಳ ವಸತಿ ನಿಲಯಗಳಿಗೂ ಭೇಟಿ ನೀಡುವ ಕಾರ್ಯಕ್ರಮ ಹಮ್ಮಿಕೊಳ್ಳಲಾಗಿದ್ದು, ವರದಿಯನ್ನು ಸರ್ಕಾರಕ್ಕೆ ಸಲ್ಲಿಸುವುದಾಗಿ ಅವರು ತಿಳಿಸಿದರು. — [227, 1459, 388, 1516]
paragraph: ಹಂಗಾಮಿ ಮತದಾರರ ಪಟ್ಟಿ ಪ್ರಕಟವಾದ ಬಳಿಕ ಆಕ್ಷೇಪಣೆ ಸಲ್ಲಿಸಲು ಅವಕಾಶ ಕಲ್ಪಿಸಲಾಗಿದ್ದು, ಸಾರ್ವಜನಿಕರು ಇದರ ಸದುಪಯೋಗ ಪಡೆದುಕೊಳ್ಳಬೇಕು ಎಂದು ಜಿಲ್ಲಾಡಳಿತ ತಿಳಿಸಿದೆ. — [227, 270, 388, 342]
article-body — [403, 1679, 747, 1795]
paragraph: ರೈತರು ಹವಾಮಾನ ಮುನ್ಸೂಚನೆ ಆಧರಿಸಿ ಕೃಷಿ ಚಟುವಟಿಕೆ ಕೈಗೊಳ್ಳುವಂತೆ ಕೃಷಿ ಇಲಾಖೆ ಸಲಹೆ ನೀಡಿದ್ದು, ಸಹಾಯವಾಣಿ ಸಂಖ್ಯೆಯನ್ನು ಪ್ರಕಟಿಸಲಾಗಿದೆ. — [762, 1927, 960, 1969]
headline: ರಾಷ್ಟ್ರಮಟ್ಟದ ಬೆಳಕು ಸಮ್ಮೇಳನ — [478, 1957, 672, 1979]
paragraph: ಈ ಸಂದರ್ಭದಲ್ಲಿ ಸಭೆಯಲ್ಲಿ ಮಾತನಾಡಿದ ಅವರು, ಕನ್ನಡ ಭಾಷೆಯ ಬಳಕೆ ಆಡಳಿತದಲ್ಲಿ ಕಡ್ಡಾಯವಾಗಬೇಕು, ಮಕ್ಕಳಿಗೆ ಮಾತೃಭಾಷೆಯಲ್ಲೇ ಶಿಕ್ಷಣ ದೊರೆಯಬೇಕು ಎಂದು ಅಭಿಪ್ರಾಯಪಟ್ಟರು. — [403, 1680, 747, 1785]
column-right — [762, 106, 1172, 2086]
edition-city: ರಾಯಚೂರು — [83, 34, 172, 57]
paragraph: ಬೆಂಗಳೂರು ನಗರದಲ್ಲಿ ಮೋಡ ಕವಿದ ವಾತಾವರಣ ಇದ್ದು, ಸಂಜೆ ವೇಳೆಗೆ ಗುಡುಗು ಸಹಿತ ಮಳೆಯಾಗುವ ಸಾಧ್ಯತೆ ಇದೆ. ಗರಿಷ್ಠ ಉಷ್ಣಾಂಶ 27 ಡಿಗ್ರಿ ಸೆಲ್ಸಿಯಸ್ ಹಾಗೂ ಕನಿಷ್ಠ 21 ಡಿಗ್ರಿ ಸೆಲ್ಸಿಯಸ್ ದಾಖಲಾಗಲಿದೆ. — [762, 1564, 960, 1621]
header-rule — [30, 97, 1244, 100]
masthead-word-right: ವಾಣಿ — [719, 38, 792, 85]
paragraph: ಪತ್ರಿಕಾ ದಿನಾಚರಣೆ ಅಂಗವಾಗಿ ಆಯೋಜಿಸಿದ್ದ 'ಮಾಧ್ಯಮದಲ್ಲಿ ನೀತಿ ಮತ್ತು ನಿಷ್ಠೆ' ಕಾರ್ಯಕ್ರಮದಲ್ಲಿ ಮಾತನಾಡಿದ ಅವರು, ಮಾಧ್ಯಮ ಕ್ಷೇತ್ರ ಇಂದು ಹಲವು ಸವಾಲುಗಳನ್ನು ಎದುರಿಸುತ್ತಿದ್ದು, ವಿಶ್ವಾಸಾರ್ಹತೆ ಉಳಿಸಿಕೊಳ್ಳುವುದು ಪತ್ರಕರ್ತರ ದೊಡ್ಡ ಜವಾಬ್ದಾರಿ ಎಂದರು. — [403, 352, 568, 454]
paragraph: ಜಿಲ್ಲೆಯಲ್ಲಿ ಈವರೆಗೆ ಒಟ್ಟು 6018 ಅರ್ಜಿ ಸಲ್ಲಿಕೆಯಾಗಿದ್ದು, ಈ ಅರ್ಜಿಗಳನ್ನು ಸಲ್ಲಿಸಿದ ಬಳಿಕ ವಾಸಸ್ಥಳದ ಖಚಿತತೆ ಹಾಗೂ ದಾಖಲೆಗಳ ಪರಿಶೀಲನೆ ನಡೆಸಿ ಅಂತಿಮ ಪಟ್ಟಿ ಪ್ರಕಟಿಸಲಾಗುವುದು ಎಂದು ಅಧಿಕಾರಿಗಳು ಮಾಹಿತಿ ನೀಡಿದ್ದಾರೆ. — [52, 810, 213, 897]
byline: ಸಂಜೆವಾಣಿ ವಾರ್ತೆ — [826, 164, 896, 178]
headline: ಪಾರ್ಟಿ ಮಹಿಳಾ ವಿಭಾಗ ಆಗ್ರಹ — [118, 1195, 322, 1218]
article-body — [762, 1324, 1172, 2080]
paragraph: ಸರ್ಕಾರಿ ವಸತಿ ನಿಲಯಗಳಲ್ಲಿ ಸಿಸಿಟಿವಿ ಅಳವಡಿಕೆ, ಭದ್ರತಾ ಸಿಬ್ಬಂದಿ ನೇಮಕ ಹಾಗೂ ದೂರು ಪೆಟ್ಟಿಗೆ ವ್ಯವಸ್ಥೆ ಕಡ್ಡಾಯವಾಗಿ ಇರಬೇಕು. ವಿದ್ಯಾರ್ಥಿನಿಯರ ಸಮಸ್ಯೆಗಳಿಗೆ ತಕ್ಷಣ ಸ್ಪಂದಿಸಬೇಕು ಎಂದು ತಾಕೀತು ಮಾಡಿದರು. — [52, 1987, 213, 2074]
paragraph: ವಾಷಿಂಗ್ಟನ್, ಸೆ.18– ಅಮೆರಿಕದ ಪೆನ್ಸಿಲ್ವೇನಿಯಾ ರಾಜ್ಯದಲ್ಲಿ ನಡೆದ ಭೀಕರ ಗುಂಡಿನ ದಾಳಿಯಲ್ಲಿ ಮೂವರು ಪೊಲೀಸ್ ಅಧಿಕಾರಿಗಳು ಮೃತಪಟ್ಟಿದ್ದು, ಇಬ್ಬರು ತೀವ್ರವಾಗಿ ಗಾಯಗೊಂಡಿದ್ದಾರೆ ಎಂದು ವರದಿಯಾಗಿದೆ. — [762, 185, 960, 242]
headline: ಗುಂಡಿನ ದಾಳಿ: ಮೂವರು ಪೋಲೀಸ್ ಅಧಿಕಾರಿಗಳು ಬಲಿ — [765, 107, 957, 156]
paragraph: ತಮ್ಮ ಸುದೀರ್ಘ ವೃತ್ತಿ ಜೀವನದಲ್ಲಿ ಎಂದೂ ಯಾರ ಒತ್ತಡಕ್ಕೂ ಮಣಿದು ಸುದ್ದಿ ಬರೆದಿಲ್ಲ. ಜನಪರ ಕಾಳಜಿಯೇ ಪತ್ರಿಕೋದ್ಯಮದ ಜೀವಾಳ. ಸತ್ಯವನ್ನು ಸತ್ಯವೆಂದು ಹೇಳುವ ಧೈರ್ಯ ಇಂದಿನ ಪತ್ರಕರ್ತರಿಗೆ ಇರಬೇಕು ಎಂದು ಕಿವಿಮಾತು ಹೇಳಿದರು. — [403, 460, 568, 547]
paragraph: ಸೆಪ್ಟೆಂಬರ್ 17 ಮತ್ತು 18 ರಂದು ಕರಾವಳಿ ಹಾಗೂ ಮಲೆನಾಡು ಜಿಲ್ಲೆಗಳಲ್ಲಿ ಭಾರೀ ಮಳೆಯಾಗಿದ್ದು, ಉತ್ತರ ಒಳನಾಡಿನ ಜಿಲ್ಲೆಗಳಲ್ಲಿ ಗುಡುಗು ಸಹಿತ ಮಳೆ ದಾಖಲಾಗಿದೆ. ಕೆಲವೆಡೆ ಬೆಳೆ ಹಾನಿ ವರದಿಯಾಗಿದೆ. — [762, 1423, 960, 1480]
paragraph: ನದಿ ಪಾತ್ರದ ಗ್ರಾಮಗಳ ಜನರು ಎಚ್ಚರಿಕೆಯಿಂದ ಇರಬೇಕು. ತಗ್ಗು ಪ್ರದೇಶಗಳಲ್ಲಿ ನೀರು ನುಗ್ಗುವ ಸಾಧ್ಯತೆ ಇದ್ದು, ಅಗತ್ಯ ಬಿದ್ದರೆ ಸುರಕ್ಷಿತ ಸ್ಥಳಗಳಿಗೆ ಸ್ಥಳಾಂತರಗೊಳ್ಳುವಂತೆ ಜಿಲ್ಲಾಡಳಿತ ಸೂಚಿಸಿದೆ. — [762, 1753, 960, 1810]
article-voter-list — [52, 106, 388, 918]
masthead-word-left: ಸಂಜೆ — [592, 38, 664, 85]
